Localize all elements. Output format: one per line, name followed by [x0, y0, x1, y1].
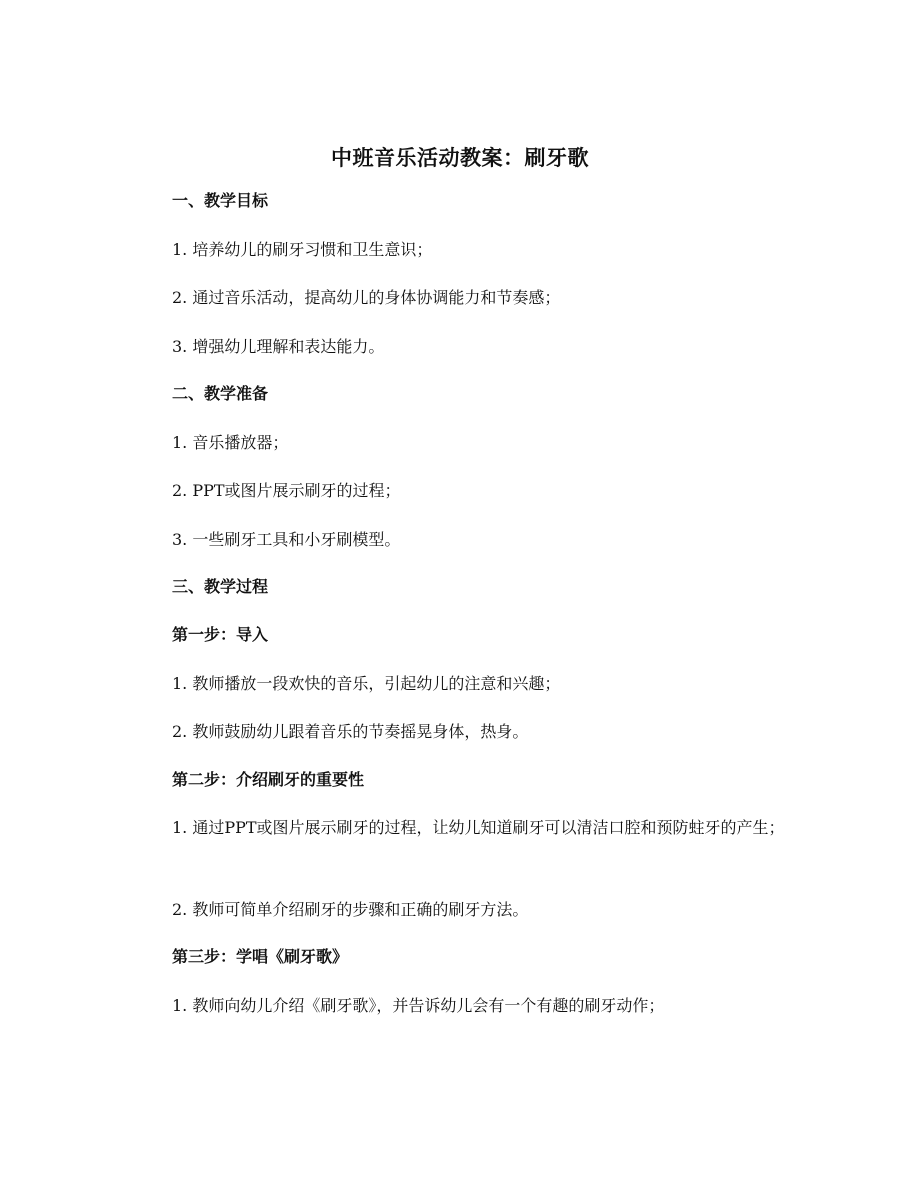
list-item: 1. 教师播放一段欢快的音乐，引起幼儿的注意和兴趣； [172, 674, 561, 693]
section-heading-preparation: 二、教学准备 [172, 384, 269, 403]
list-item-wrapped: 1. 通过PPT或图片展示刷牙的过程，让幼儿知道刷牙可以清洁口腔和预防蛀牙的产生； [172, 818, 785, 837]
step-heading-importance: 第二步：介绍刷牙的重要性 [172, 770, 365, 789]
list-item: 2. 教师可简单介绍刷牙的步骤和正确的刷牙方法。 [172, 900, 529, 919]
list-item: 1. 音乐播放器； [172, 433, 289, 452]
list-item: 2. PPT或图片展示刷牙的过程； [172, 481, 401, 500]
section-heading-objectives: 一、教学目标 [172, 191, 269, 210]
list-item: 1. 培养幼儿的刷牙习惯和卫生意识； [172, 240, 433, 259]
section-heading-process: 三、教学过程 [172, 577, 269, 596]
step-heading-intro: 第一步：导入 [172, 625, 269, 644]
list-item: 3. 一些刷牙工具和小牙刷模型。 [172, 530, 401, 549]
page-title: 中班音乐活动教案：刷牙歌 [331, 145, 589, 170]
list-item: 3. 增强幼儿理解和表达能力。 [172, 337, 385, 356]
step-heading-song: 第三步：学唱《刷牙歌》 [172, 947, 349, 966]
list-item: 2. 教师鼓励幼儿跟着音乐的节奏摇晃身体，热身。 [172, 722, 529, 741]
list-item: 1. 教师向幼儿介绍《刷牙歌》，并告诉幼儿会有一个有趣的刷牙动作； [172, 996, 665, 1015]
list-item: 2. 通过音乐活动，提高幼儿的身体协调能力和节奏感； [172, 288, 561, 307]
